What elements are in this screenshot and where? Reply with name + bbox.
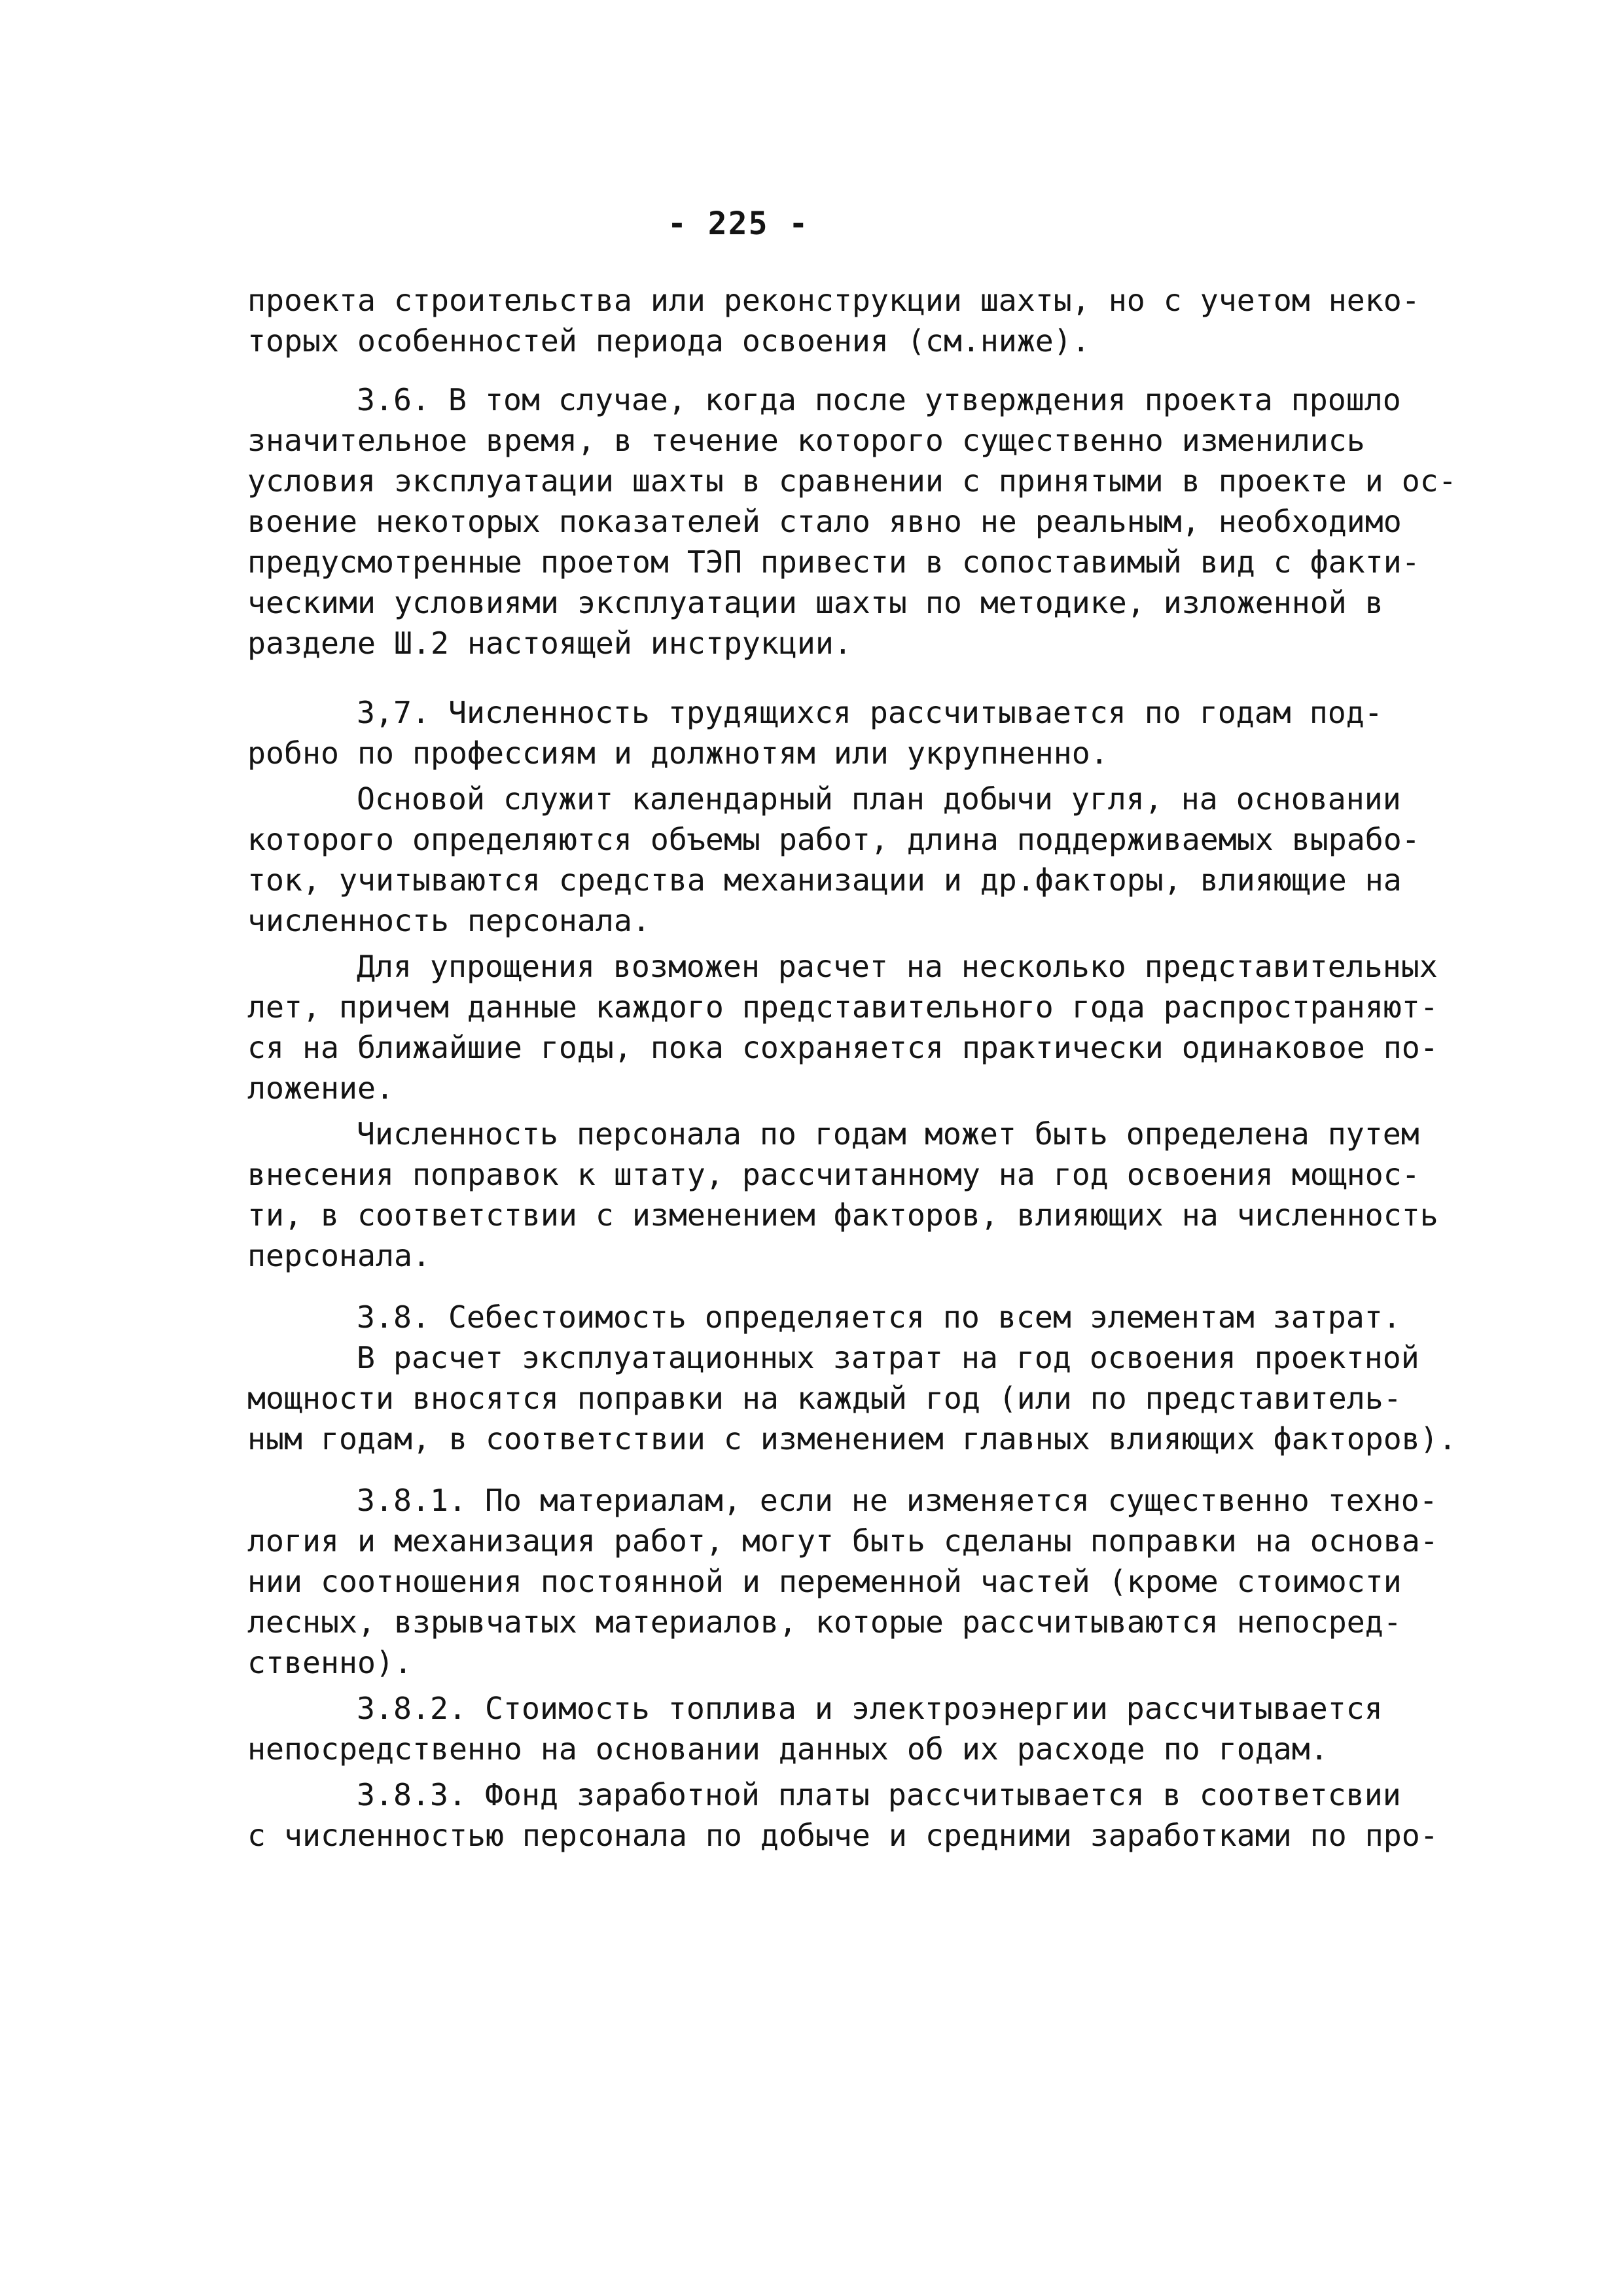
text-line: воение некоторых показателей стало явно не реальным, необходимо: [247, 504, 1402, 539]
text-line: проекта строительства или реконструкции шахты, но с учетом неко-: [247, 283, 1420, 318]
text-line: непосредственно на основании данных об их расходе по годам.: [247, 1731, 1329, 1767]
page-number: - 225 -: [668, 205, 810, 242]
text-line: ческими условиями эксплуатации шахты по методике, изложенной в: [247, 585, 1383, 620]
paragraph-start: Для упрощения возможен расчет на несколько представительных: [357, 949, 1438, 984]
paragraph-3-8-1-start: 3.8.1. По материалам, если не изменяется существенно техно-: [357, 1483, 1438, 1518]
paragraph-3-8-3-start: 3.8.3. Фонд заработной платы рассчитывается в соответсвии: [357, 1777, 1401, 1812]
paragraph-3-8-2-start: 3.8.2. Стоимость топлива и электроэнергии рассчитывается: [357, 1691, 1383, 1726]
paragraph-start: Численность персонала по годам может быть определена путем: [357, 1116, 1419, 1152]
text-line: нии соотношения постоянной и переменной частей (кроме стоимости: [247, 1564, 1402, 1599]
paragraph-3-7-start: 3,7. Численность трудящихся рассчитывается по годам под-: [357, 695, 1383, 730]
text-line: ся на ближайшие годы, пока сохраняется практически одинаковое по-: [247, 1030, 1438, 1065]
text-line: внесения поправок к штату, рассчитанному на год освоения мощнос-: [247, 1157, 1420, 1192]
text-line: мощности вносятся поправки на каждый год (или по представитель-: [247, 1381, 1402, 1416]
text-line: робно по профессиям и должнотям или укрупненно.: [247, 735, 1109, 771]
text-line: лесных, взрывчатых материалов, которые рассчитываются непосред-: [247, 1604, 1402, 1640]
paragraph-3-6-start: 3.6. В том случае, когда после утверждения проекта прошло: [357, 382, 1401, 417]
text-line: численность персонала.: [247, 903, 651, 938]
text-line: разделе Ш.2 настоящей инструкции.: [247, 626, 852, 661]
text-line: значительное время, в течение которого существенно изменились: [247, 423, 1365, 458]
text-line: лет, причем данные каждого представительного года распространяют-: [247, 989, 1438, 1025]
text-line: ток, учитываются средства механизации и др.факторы, влияющие на: [247, 862, 1402, 898]
text-line: ложение.: [247, 1070, 394, 1106]
text-line: ным годам, в соответствии с изменением главных влияющих факторов).: [247, 1421, 1457, 1457]
text-line: логия и механизация работ, могут быть сделаны поправки на основа-: [247, 1523, 1438, 1559]
text-line: которого определяются объемы работ, длина поддерживаемых вырабо-: [247, 822, 1420, 857]
paragraph-3-8-start: 3.8. Себестоимость определяется по всем элементам затрат.: [357, 1299, 1401, 1335]
paragraph-start: В расчет эксплуатационных затрат на год освоения проектной: [357, 1340, 1419, 1375]
text-line: предусмотренные проетом ТЭП привести в сопоставимый вид с факти-: [247, 544, 1420, 580]
text-line: ственно).: [247, 1645, 412, 1680]
text-line: торых особенностей периода освоения (см.ниже).: [247, 323, 1090, 359]
paragraph-start: Основой служит календарный план добычи угля, на основании: [357, 781, 1401, 817]
text-line: ти, в соответствии с изменением факторов, влияющих на численность: [247, 1197, 1438, 1233]
text-line: условия эксплуатации шахты в сравнении с принятыми в проекте и ос-: [247, 463, 1457, 499]
text-line: с численностью персонала по добыче и средними заработками по про-: [247, 1818, 1438, 1853]
text-line: персонала.: [247, 1238, 431, 1273]
